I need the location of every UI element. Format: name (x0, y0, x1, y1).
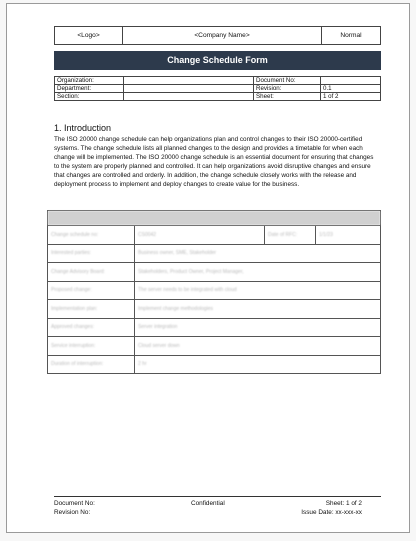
sheet-label: Sheet: (254, 93, 321, 101)
row-label: Change Advisory Board: (48, 263, 135, 282)
table-row (48, 281, 381, 300)
footer-document-no: Document No: (54, 500, 95, 507)
document-header (54, 26, 381, 45)
document-meta-table (54, 76, 381, 101)
document-no-label: Document No: (254, 77, 321, 85)
row-value: Cloud server down (135, 337, 381, 356)
section-label: Section: (55, 93, 124, 101)
row-value: 2 hr (135, 355, 381, 374)
department-value (124, 85, 254, 93)
table-header-cell (48, 211, 381, 226)
table-row (48, 300, 381, 319)
table-header-row (48, 211, 381, 226)
section-value (124, 93, 254, 101)
row-label: Duration of interruption: (48, 355, 135, 374)
row-value: Stakeholders, Product Owner, Project Manager, (135, 263, 381, 282)
row-label: Implementation plan: (48, 300, 135, 319)
row-extra-value: 1/1/23 (316, 226, 381, 245)
row-label: Proposed change: (48, 281, 135, 300)
row-value: The server needs to be integrated with cloud (135, 281, 381, 300)
row-value: Business owner, SME, Stakeholder (135, 244, 381, 263)
footer-issue-date: Issue Date: xx-xxx-xx (301, 509, 362, 516)
form-title: Change Schedule Form (54, 51, 381, 70)
row-value: Server integration (135, 318, 381, 337)
department-label: Department: (55, 85, 124, 93)
organization-value (124, 77, 254, 85)
change-schedule-table (47, 210, 381, 374)
table-row (48, 263, 381, 282)
row-value: CS0042 (135, 226, 265, 245)
document-page (6, 3, 410, 533)
document-no-value (321, 77, 381, 85)
table-row (48, 226, 381, 245)
organization-label: Organization: (55, 77, 124, 85)
classification-label: Normal (322, 27, 381, 45)
company-name-placeholder: <Company Name> (123, 27, 322, 45)
footer-confidential: Confidential (191, 500, 225, 507)
page-footer (54, 496, 381, 516)
table-row (48, 337, 381, 356)
row-label: Interested parties: (48, 244, 135, 263)
footer-revision-no: Revision No: (54, 509, 91, 516)
table-row (48, 355, 381, 374)
table-row (48, 244, 381, 263)
sheet-value: 1 of 2 (321, 93, 381, 101)
row-label: Change schedule no: (48, 226, 135, 245)
row-label: Service interruption: (48, 337, 135, 356)
footer-sheet: Sheet: 1 of 2 (325, 500, 362, 507)
logo-placeholder: <Logo> (55, 27, 123, 45)
introduction-paragraph: The ISO 20000 change schedule can help organizations plan and control changes to their ISO 20000-certified systems. The change schedule lists all planned changes to the design and provides a timetable for when each change will be implemented. The ISO 20000 change schedule is an essential document for ensuring that changes to the system are properly planned and controlled. It can help organizations avoid disruptive changes and ensure that changes are controlled and orderly. In addition, the change schedule closely works with the release and deployment process to implement and deploy changes to create value for the business. (54, 136, 374, 189)
revision-value: 0.1 (321, 85, 381, 93)
row-extra-label: Date of RFC: (265, 226, 316, 245)
revision-label: Revision: (254, 85, 321, 93)
introduction-heading: 1. Introduction (54, 123, 112, 133)
row-label: Approved changes: (48, 318, 135, 337)
table-row (48, 318, 381, 337)
row-value: Implement change methodologies (135, 300, 381, 319)
